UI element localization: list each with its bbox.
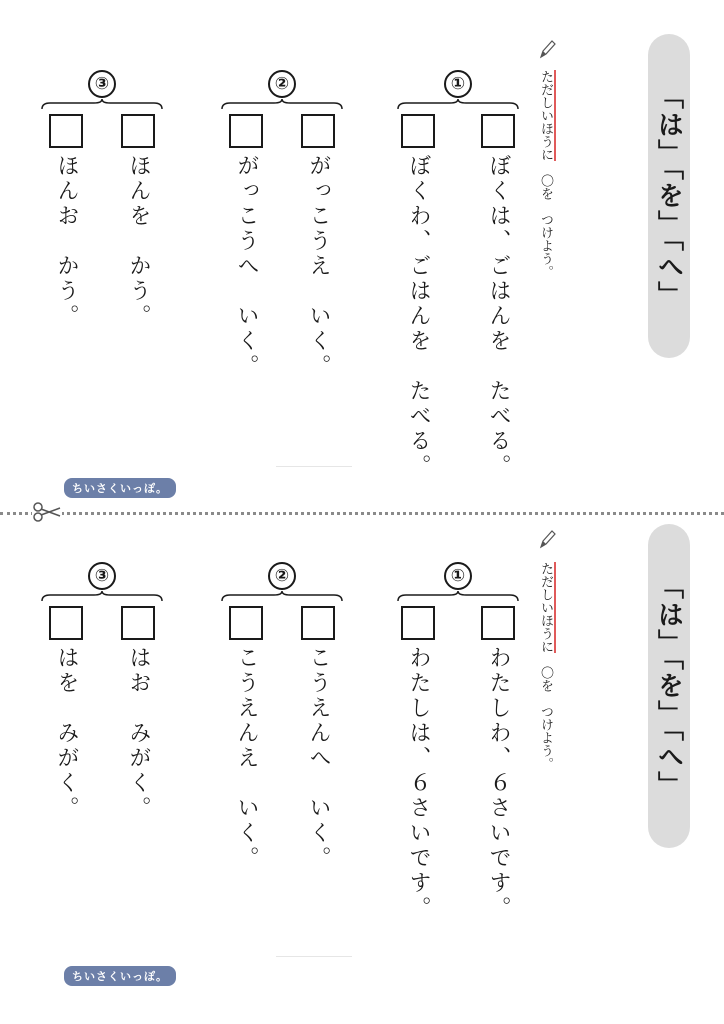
brace-icon [396, 590, 520, 602]
choice-right [118, 114, 158, 329]
brace-icon [220, 98, 344, 110]
answer-box[interactable] [49, 114, 83, 148]
choice-left [398, 606, 438, 921]
answer-box[interactable] [301, 606, 335, 640]
choice-left [226, 114, 266, 379]
instruction-main: ただしいほうに [538, 562, 556, 653]
question-group-2 [220, 70, 344, 470]
answer-box[interactable] [229, 606, 263, 640]
answer-box[interactable] [481, 114, 515, 148]
cut-line [0, 512, 724, 519]
instruction-main: ただしいほうに [538, 70, 556, 161]
brace-icon [396, 98, 520, 110]
brace-icon [40, 590, 164, 602]
choice-left [46, 606, 86, 821]
worksheet-bottom [0, 528, 724, 1024]
brace-icon [220, 590, 344, 602]
choice-sentence: がっこうえ いく。 [306, 154, 331, 379]
answer-box[interactable] [481, 606, 515, 640]
instruction-rest: 〇を つけよう。 [538, 666, 553, 770]
pencil-icon [538, 528, 556, 550]
pencil-icon [538, 38, 556, 60]
answer-box[interactable] [301, 114, 335, 148]
worksheet-top [0, 0, 724, 496]
choice-sentence: がっこうへ いく。 [234, 154, 259, 379]
choice-sentence: はを みがく。 [54, 646, 79, 821]
choice-sentence: ほんお かう。 [54, 154, 79, 329]
brace-icon [40, 98, 164, 110]
choice-left [46, 114, 86, 329]
question-number: ② [268, 562, 296, 590]
scissors-icon [32, 502, 62, 522]
choice-right [298, 606, 338, 871]
question-number: ② [268, 70, 296, 98]
question-number: ③ [88, 562, 116, 590]
question-group-1 [396, 562, 520, 962]
choice-sentence: ぼくは、ごはんを たべる。 [486, 154, 511, 479]
choice-sentence: はお みがく。 [126, 646, 151, 821]
choice-right [478, 114, 518, 479]
instruction [536, 70, 554, 278]
answer-box[interactable] [49, 606, 83, 640]
divider [276, 466, 352, 467]
answer-box[interactable] [401, 114, 435, 148]
title-pill [648, 34, 690, 358]
question-group-2 [220, 562, 344, 962]
question-group-3 [40, 70, 164, 470]
instruction-rest: 〇を つけよう。 [538, 174, 553, 278]
answer-box[interactable] [121, 606, 155, 640]
choice-sentence: こうえんへ いく。 [306, 646, 331, 871]
instruction [536, 562, 554, 770]
question-group-3 [40, 562, 164, 962]
question-number: ① [444, 70, 472, 98]
page-title: 「は」「を」「へ」 [653, 83, 684, 309]
choice-right [298, 114, 338, 379]
question-number: ① [444, 562, 472, 590]
divider [276, 956, 352, 957]
choice-sentence: ぼくわ、ごはんを たべる。 [406, 154, 431, 479]
brand-logo: ちいさくいっぽ。 [64, 478, 176, 498]
answer-box[interactable] [121, 114, 155, 148]
answer-box[interactable] [401, 606, 435, 640]
title-pill [648, 524, 690, 848]
choice-sentence: わたしは、６さいです。 [406, 646, 431, 921]
brand-logo: ちいさくいっぽ。 [64, 966, 176, 986]
choice-left [398, 114, 438, 479]
choice-right [478, 606, 518, 921]
page-title: 「は」「を」「へ」 [653, 573, 684, 799]
answer-box[interactable] [229, 114, 263, 148]
choice-left [226, 606, 266, 871]
question-number: ③ [88, 70, 116, 98]
choice-sentence: ほんを かう。 [126, 154, 151, 329]
question-group-1 [396, 70, 520, 479]
choice-sentence: わたしわ、６さいです。 [486, 646, 511, 921]
choice-sentence: こうえんえ いく。 [234, 646, 259, 871]
choice-right [118, 606, 158, 821]
